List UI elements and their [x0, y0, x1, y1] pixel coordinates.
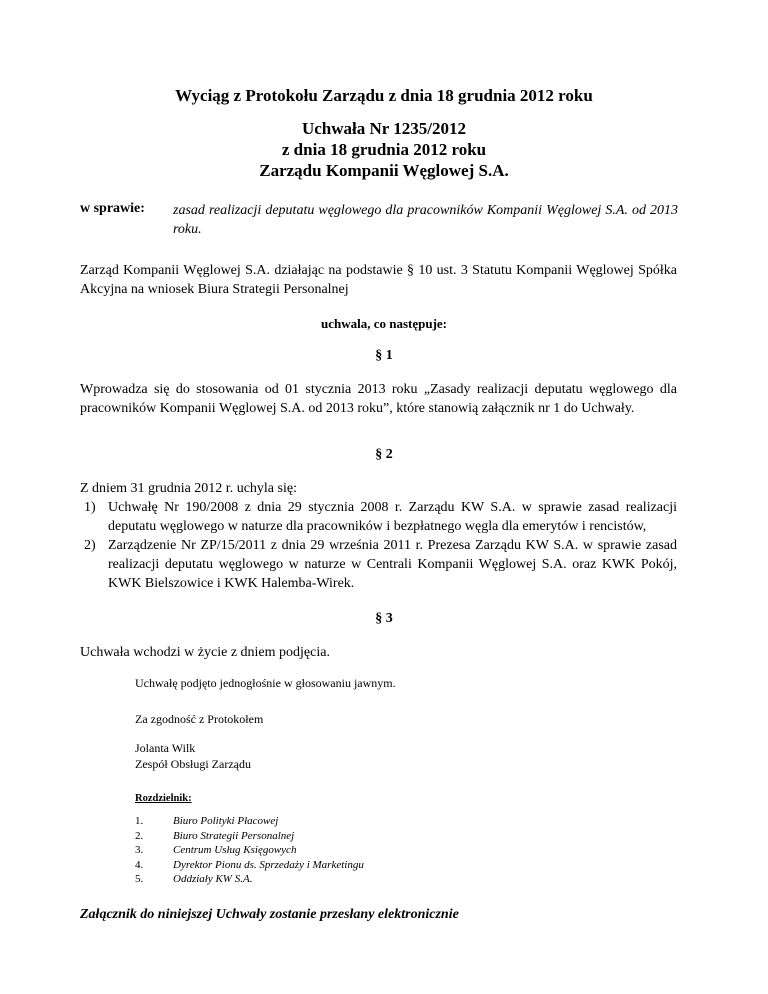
subject-label: w sprawie: — [80, 201, 145, 216]
list-item — [80, 498, 677, 536]
attachment-note: Załącznik do niniejszej Uchwały zostanie przesłany elektronicznie — [80, 907, 459, 922]
list-item-text: Centrum Usług Księgowych — [173, 844, 297, 856]
list-item — [135, 829, 364, 844]
resolution-issuer: Zarządu Kompanii Węglowej S.A. — [259, 161, 509, 180]
section-3-text: Uchwała wchodzi w życie z dniem podjęcia. — [80, 645, 330, 660]
resolution-date: z dnia 18 grudnia 2012 roku — [281, 140, 487, 159]
list-item — [80, 536, 677, 593]
list-item-number: 3. — [135, 844, 144, 856]
resolution-number: Uchwała Nr 1235/2012 — [301, 119, 466, 138]
resolution-title — [0, 118, 768, 181]
decision-heading: uchwala, co następuje: — [320, 316, 448, 331]
extract-title: Wyciąg z Protokołu Zarządu z dnia 18 grudnia 2012 roku — [175, 86, 593, 105]
section-1-text: Wprowadza się do stosowania od 01 stycznia 2013 roku „Zasady realizacji deputatu węglowego dla pracowników Kompanii Węglowej S.A. od 2013 roku”, które stanowią załącznik nr 1 do Uchwały. — [80, 382, 677, 416]
list-item-number: 5. — [135, 873, 144, 885]
list-item — [135, 858, 364, 873]
list-item — [135, 843, 364, 858]
intro-paragraph: Zarząd Kompanii Węglowej S.A. działając na podstawie § 10 ust. 3 Statutu Kompanii Węglowej Spółka Akcyjna na wniosek Biura Strategii Personalnej — [80, 263, 677, 297]
section-3-heading: § 3 — [375, 611, 393, 626]
list-item-number: 1) — [84, 500, 96, 515]
signatory-name: Jolanta Wilk — [135, 741, 196, 755]
list-item-number: 1. — [135, 815, 144, 827]
list-item-number: 2) — [84, 538, 96, 553]
section-2-intro: Z dniem 31 grudnia 2012 r. uchyla się: — [80, 481, 297, 496]
list-item-number: 4. — [135, 858, 144, 871]
vote-note: Uchwałę podjęto jednogłośnie w głosowaniu jawnym. — [135, 676, 396, 690]
repealed-acts-list — [80, 498, 677, 593]
list-item-text: Dyrektor Pionu ds. Sprzedaży i Marketingu — [173, 858, 364, 871]
distribution-list — [135, 814, 364, 887]
list-item-text: Biuro Polityki Płacowej — [173, 815, 279, 827]
list-item-number: 2. — [135, 829, 144, 842]
distribution-title: Rozdzielnik: — [135, 793, 192, 804]
section-2-heading: § 2 — [375, 447, 393, 462]
list-item — [135, 814, 364, 829]
list-item-text: Oddziały KW S.A. — [173, 873, 253, 885]
conformity-note: Za zgodność z Protokołem — [135, 712, 264, 726]
list-item-text: Uchwałę Nr 190/2008 z dnia 29 stycznia 2008 r. Zarządu KW S.A. w sprawie zasad realizacji deputatu węglowego w naturze dla pracowników i bezpłatnego węgla dla emerytów i rencistów, — [108, 500, 677, 534]
list-item — [135, 872, 364, 887]
signatory-unit: Zespół Obsługi Zarządu — [135, 757, 251, 771]
list-item-text: Biuro Strategii Personalnej — [173, 829, 295, 842]
section-1-heading: § 1 — [375, 348, 393, 363]
subject-text: zasad realizacji deputatu węglowego dla pracowników Kompanii Węglowej S.A. od 2013 roku. — [173, 203, 678, 237]
list-item-text: Zarządzenie Nr ZP/15/2011 z dnia 29 września 2011 r. Prezesa Zarządu KW S.A. w sprawie zasad realizacji deputatu węglowego w naturze w Centrali Kompanii Węglowej S.A. oraz KWK Pokój, KWK Bielszowice i KWK Halemba-Wirek. — [108, 538, 677, 591]
